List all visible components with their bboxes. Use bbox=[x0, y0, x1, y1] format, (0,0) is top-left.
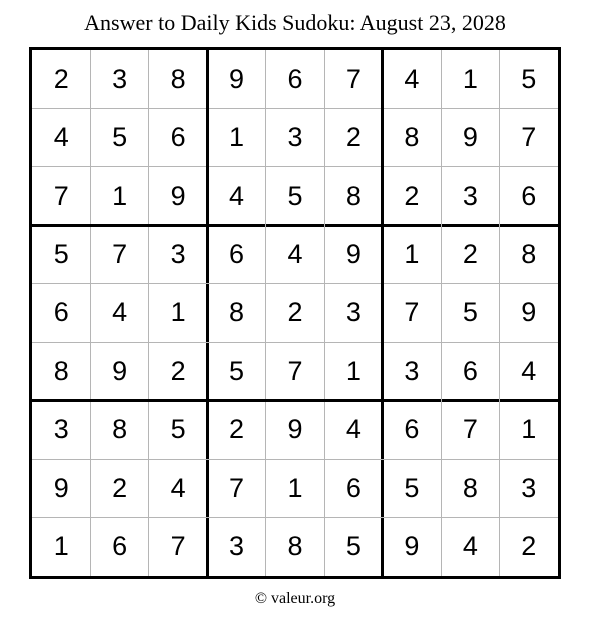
sudoku-cell: 2 bbox=[287, 297, 303, 328]
sudoku-cell: 7 bbox=[345, 63, 361, 94]
sudoku-cell: 6 bbox=[521, 180, 537, 211]
sudoku-cell: 8 bbox=[521, 239, 537, 270]
sudoku-cell: 1 bbox=[521, 414, 537, 445]
sudoku-cell: 3 bbox=[404, 355, 420, 386]
sudoku-cell: 3 bbox=[287, 122, 303, 153]
sudoku-cell: 5 bbox=[53, 239, 69, 270]
sudoku-cell: 2 bbox=[229, 414, 245, 445]
sudoku-cell: 1 bbox=[345, 355, 361, 386]
sudoku-cell: 1 bbox=[229, 122, 245, 153]
sudoku-cell: 6 bbox=[53, 297, 69, 328]
sudoku-cell: 5 bbox=[229, 355, 245, 386]
sudoku-cell: 8 bbox=[53, 355, 69, 386]
sudoku-cell: 8 bbox=[404, 122, 420, 153]
sudoku-cell: 8 bbox=[345, 180, 361, 211]
sudoku-cell: 5 bbox=[112, 122, 128, 153]
sudoku-cell: 9 bbox=[521, 297, 537, 328]
sudoku-cell: 4 bbox=[462, 531, 478, 562]
sudoku-cell: 1 bbox=[287, 472, 303, 503]
sudoku-cell: 2 bbox=[170, 355, 186, 386]
sudoku-cell: 4 bbox=[229, 180, 245, 211]
sudoku-cell: 8 bbox=[170, 63, 186, 94]
sudoku-cell: 4 bbox=[345, 414, 361, 445]
sudoku-cell: 9 bbox=[53, 472, 69, 503]
sudoku-cell: 6 bbox=[462, 355, 478, 386]
sudoku-cell: 1 bbox=[170, 297, 186, 328]
copyright-footer: © valeur.org bbox=[254, 590, 336, 607]
sudoku-cell: 8 bbox=[287, 531, 303, 562]
sudoku-cell: 9 bbox=[462, 122, 478, 153]
sudoku-cell: 6 bbox=[170, 122, 186, 153]
sudoku-cell: 2 bbox=[112, 472, 128, 503]
sudoku-board bbox=[29, 47, 561, 579]
sudoku-cell: 4 bbox=[112, 297, 128, 328]
sudoku-cell: 1 bbox=[53, 531, 69, 562]
sudoku-cell: 1 bbox=[404, 239, 420, 270]
puzzle-title: Answer to Daily Kids Sudoku: August 23, 2028 bbox=[84, 10, 506, 35]
sudoku-cell: 6 bbox=[112, 531, 128, 562]
sudoku-cell: 3 bbox=[53, 414, 69, 445]
sudoku-cell: 6 bbox=[345, 472, 361, 503]
sudoku-cell: 5 bbox=[170, 414, 186, 445]
sudoku-cell: 9 bbox=[229, 63, 245, 94]
sudoku-cell: 1 bbox=[112, 180, 128, 211]
sudoku-cell: 3 bbox=[521, 472, 537, 503]
sudoku-cell: 6 bbox=[287, 63, 303, 94]
sudoku-cell: 3 bbox=[229, 531, 245, 562]
sudoku-cell: 6 bbox=[229, 239, 245, 270]
sudoku-cell: 5 bbox=[404, 472, 420, 503]
sudoku-cell: 5 bbox=[287, 180, 303, 211]
sudoku-cell: 4 bbox=[170, 472, 186, 503]
sudoku-cell: 7 bbox=[229, 472, 245, 503]
sudoku-cell: 2 bbox=[521, 531, 537, 562]
sudoku-cell: 1 bbox=[462, 63, 478, 94]
sudoku-cell: 3 bbox=[112, 63, 128, 94]
sudoku-cell: 9 bbox=[404, 531, 420, 562]
sudoku-cell: 9 bbox=[345, 239, 361, 270]
sudoku-cell: 4 bbox=[287, 239, 303, 270]
sudoku-cell: 7 bbox=[287, 355, 303, 386]
sudoku-cell: 5 bbox=[345, 531, 361, 562]
sudoku-cell: 7 bbox=[521, 122, 537, 153]
sudoku-cell: 7 bbox=[170, 531, 186, 562]
sudoku-cell: 5 bbox=[462, 297, 478, 328]
sudoku-cell: 2 bbox=[53, 63, 69, 94]
sudoku-cell: 8 bbox=[462, 472, 478, 503]
sudoku-cell: 6 bbox=[404, 414, 420, 445]
sudoku-cell: 4 bbox=[53, 122, 69, 153]
sudoku-cell: 4 bbox=[404, 63, 420, 94]
sudoku-cell: 8 bbox=[112, 414, 128, 445]
sudoku-cell: 3 bbox=[170, 239, 186, 270]
sudoku-cell: 2 bbox=[462, 239, 478, 270]
sudoku-cell: 9 bbox=[112, 355, 128, 386]
sudoku-cell: 9 bbox=[170, 180, 186, 211]
sudoku-cell: 7 bbox=[112, 239, 128, 270]
sudoku-cell: 9 bbox=[287, 414, 303, 445]
sudoku-cell: 7 bbox=[404, 297, 420, 328]
sudoku-cell: 3 bbox=[462, 180, 478, 211]
sudoku-cell: 7 bbox=[462, 414, 478, 445]
sudoku-cell: 3 bbox=[345, 297, 361, 328]
sudoku-cell: 7 bbox=[53, 180, 69, 211]
sudoku-cell: 5 bbox=[521, 63, 537, 94]
sudoku-cell: 2 bbox=[345, 122, 361, 153]
sudoku-cell: 8 bbox=[229, 297, 245, 328]
sudoku-cell: 2 bbox=[404, 180, 420, 211]
sudoku-cell: 4 bbox=[521, 355, 537, 386]
